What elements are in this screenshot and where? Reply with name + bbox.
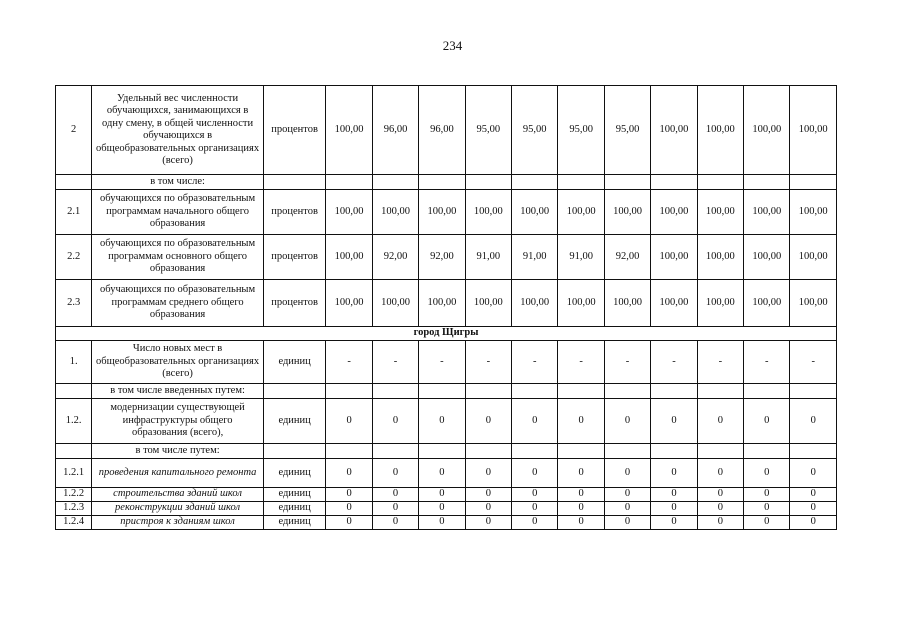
empty-cell [512,384,558,399]
value-cell: 92,00 [372,235,418,280]
value-cell: 100,00 [697,280,743,327]
value-cell: 100,00 [465,280,511,327]
value-cell: - [326,341,372,384]
table-row [56,190,837,235]
empty-cell [465,444,511,459]
indicator-description: Число новых мест в общеобразовательных организациях (всего) [92,341,264,384]
value-cell: 0 [697,502,743,516]
empty-cell [512,175,558,190]
value-cell: 100,00 [512,280,558,327]
value-cell: 96,00 [372,86,418,175]
indicator-description: модернизации существующей инфраструктуры общего образования (всего), [92,399,264,444]
unit-cell: единиц [263,488,326,502]
value-cell: 96,00 [419,86,465,175]
table-row [56,459,837,488]
value-cell: 91,00 [558,235,604,280]
empty-cell [326,444,372,459]
value-cell: 0 [651,488,697,502]
value-cell: 0 [512,399,558,444]
value-cell: 0 [604,502,650,516]
unit-cell: процентов [263,280,326,327]
value-cell: 100,00 [790,280,837,327]
value-cell: 0 [465,459,511,488]
value-cell: 100,00 [465,190,511,235]
table-row [56,488,837,502]
empty-cell [558,444,604,459]
value-cell: 0 [512,516,558,530]
empty-cell [56,175,92,190]
value-cell: 0 [419,459,465,488]
empty-cell [465,175,511,190]
unit-cell: единиц [263,516,326,530]
value-cell: 0 [697,488,743,502]
value-cell: 0 [744,488,790,502]
value-cell: 95,00 [604,86,650,175]
empty-cell [697,384,743,399]
unit-cell: единиц [263,502,326,516]
table-row [56,384,837,399]
value-cell: 0 [372,502,418,516]
empty-cell [604,384,650,399]
unit-cell: процентов [263,86,326,175]
value-cell: 100,00 [651,86,697,175]
indicator-description: Удельный вес численности обучающихся, занимающихся в одну смену, в общей численности обучающихся в общеобразовательных организациях (всего) [92,86,264,175]
value-cell: 0 [512,459,558,488]
value-cell: 92,00 [604,235,650,280]
indicator-description: обучающихся по образовательным программам начального общего образования [92,190,264,235]
value-cell: 0 [604,459,650,488]
value-cell: 0 [790,459,837,488]
value-cell: 0 [697,516,743,530]
value-cell: 95,00 [558,86,604,175]
row-number: 1.2.2 [56,488,92,502]
empty-cell [604,175,650,190]
value-cell: 100,00 [697,86,743,175]
empty-cell [56,444,92,459]
value-cell: 0 [790,516,837,530]
value-cell: 0 [744,502,790,516]
value-cell: 0 [604,488,650,502]
empty-cell [651,384,697,399]
unit-cell: процентов [263,235,326,280]
value-cell: 0 [372,459,418,488]
value-cell: 0 [744,459,790,488]
value-cell: 100,00 [326,235,372,280]
value-cell: 100,00 [790,190,837,235]
empty-cell [604,444,650,459]
empty-cell [465,384,511,399]
value-cell: 100,00 [790,86,837,175]
empty-cell [790,444,837,459]
section-title: город Щигры [56,327,837,341]
table-row [56,502,837,516]
value-cell: 0 [419,502,465,516]
value-cell: 100,00 [697,190,743,235]
empty-cell [56,384,92,399]
value-cell: 100,00 [326,190,372,235]
empty-cell [263,444,326,459]
indicator-description: обучающихся по образовательным программам основного общего образования [92,235,264,280]
value-cell: 91,00 [465,235,511,280]
row-number: 1. [56,341,92,384]
value-cell: 100,00 [744,86,790,175]
value-cell: - [372,341,418,384]
value-cell: 95,00 [512,86,558,175]
value-cell: 0 [372,516,418,530]
value-cell: 0 [697,399,743,444]
empty-cell [651,444,697,459]
value-cell: 0 [512,502,558,516]
value-cell: - [558,341,604,384]
indicators-table [55,85,837,530]
row-number: 1.2.1 [56,459,92,488]
value-cell: - [512,341,558,384]
unit-cell: процентов [263,190,326,235]
value-cell: 0 [651,459,697,488]
empty-cell [744,444,790,459]
value-cell: 100,00 [604,190,650,235]
empty-cell [697,444,743,459]
empty-cell [558,384,604,399]
value-cell: 0 [604,516,650,530]
empty-cell [651,175,697,190]
value-cell: 92,00 [419,235,465,280]
value-cell: 0 [465,399,511,444]
value-cell: 100,00 [419,190,465,235]
value-cell: 0 [558,502,604,516]
empty-cell [744,384,790,399]
value-cell: 0 [465,516,511,530]
indicator-description: проведения капитального ремонта [92,459,264,488]
value-cell: 100,00 [744,280,790,327]
row-number: 2 [56,86,92,175]
empty-cell [326,384,372,399]
table-row [56,280,837,327]
page-number: 234 [442,38,463,53]
value-cell: 0 [465,502,511,516]
empty-cell [419,444,465,459]
row-number: 2.1 [56,190,92,235]
empty-cell [326,175,372,190]
value-cell: 100,00 [744,235,790,280]
value-cell: 100,00 [651,235,697,280]
row-number: 1.2.4 [56,516,92,530]
row-number: 1.2.3 [56,502,92,516]
value-cell: 100,00 [651,280,697,327]
value-cell: - [419,341,465,384]
subheader-label: в том числе путем: [92,444,264,459]
table-row [56,175,837,190]
value-cell: 100,00 [372,280,418,327]
empty-cell [372,175,418,190]
empty-cell [419,175,465,190]
value-cell: 100,00 [697,235,743,280]
table-body [56,86,837,530]
value-cell: 0 [512,488,558,502]
value-cell: 0 [419,399,465,444]
empty-cell [419,384,465,399]
value-cell: 0 [651,502,697,516]
value-cell: 0 [558,399,604,444]
empty-cell [512,444,558,459]
table-row [56,86,837,175]
value-cell: - [465,341,511,384]
value-cell: 0 [372,488,418,502]
subheader-label: в том числе введенных путем: [92,384,264,399]
empty-cell [744,175,790,190]
value-cell: 0 [744,516,790,530]
value-cell: 0 [604,399,650,444]
value-cell: 0 [326,516,372,530]
value-cell: 0 [372,399,418,444]
unit-cell: единиц [263,459,326,488]
unit-cell: единиц [263,341,326,384]
value-cell: 0 [419,516,465,530]
indicator-description: строительства зданий школ [92,488,264,502]
value-cell: 100,00 [604,280,650,327]
table-row [56,327,837,341]
indicator-description: реконструкции зданий школ [92,502,264,516]
value-cell: 100,00 [558,280,604,327]
value-cell: 0 [558,459,604,488]
row-number: 2.2 [56,235,92,280]
value-cell: 0 [326,459,372,488]
value-cell: 91,00 [512,235,558,280]
value-cell: 100,00 [372,190,418,235]
empty-cell [372,384,418,399]
table-row [56,444,837,459]
value-cell: 100,00 [512,190,558,235]
value-cell: 0 [326,399,372,444]
subheader-label: в том числе: [92,175,264,190]
empty-cell [790,175,837,190]
empty-cell [372,444,418,459]
value-cell: 0 [790,488,837,502]
empty-cell [263,384,326,399]
value-cell: - [604,341,650,384]
value-cell: 0 [790,399,837,444]
value-cell: - [790,341,837,384]
value-cell: 0 [326,502,372,516]
unit-cell: единиц [263,399,326,444]
value-cell: 95,00 [465,86,511,175]
value-cell: 100,00 [326,280,372,327]
value-cell: 0 [465,488,511,502]
value-cell: 100,00 [744,190,790,235]
value-cell: 100,00 [419,280,465,327]
indicator-description: обучающихся по образовательным программам среднего общего образования [92,280,264,327]
table-row [56,341,837,384]
row-number: 2.3 [56,280,92,327]
empty-cell [697,175,743,190]
value-cell: 0 [558,516,604,530]
value-cell: 0 [697,459,743,488]
empty-cell [263,175,326,190]
value-cell: 100,00 [790,235,837,280]
empty-cell [790,384,837,399]
row-number: 1.2. [56,399,92,444]
value-cell: 0 [790,502,837,516]
value-cell: 0 [651,516,697,530]
value-cell: - [697,341,743,384]
value-cell: 0 [558,488,604,502]
table-row [56,235,837,280]
value-cell: - [651,341,697,384]
value-cell: - [744,341,790,384]
table-row [56,516,837,530]
value-cell: 0 [419,488,465,502]
indicator-description: пристроя к зданиям школ [92,516,264,530]
value-cell: 100,00 [651,190,697,235]
empty-cell [558,175,604,190]
table-row [56,399,837,444]
value-cell: 100,00 [326,86,372,175]
value-cell: 100,00 [558,190,604,235]
value-cell: 0 [326,488,372,502]
value-cell: 0 [744,399,790,444]
value-cell: 0 [651,399,697,444]
